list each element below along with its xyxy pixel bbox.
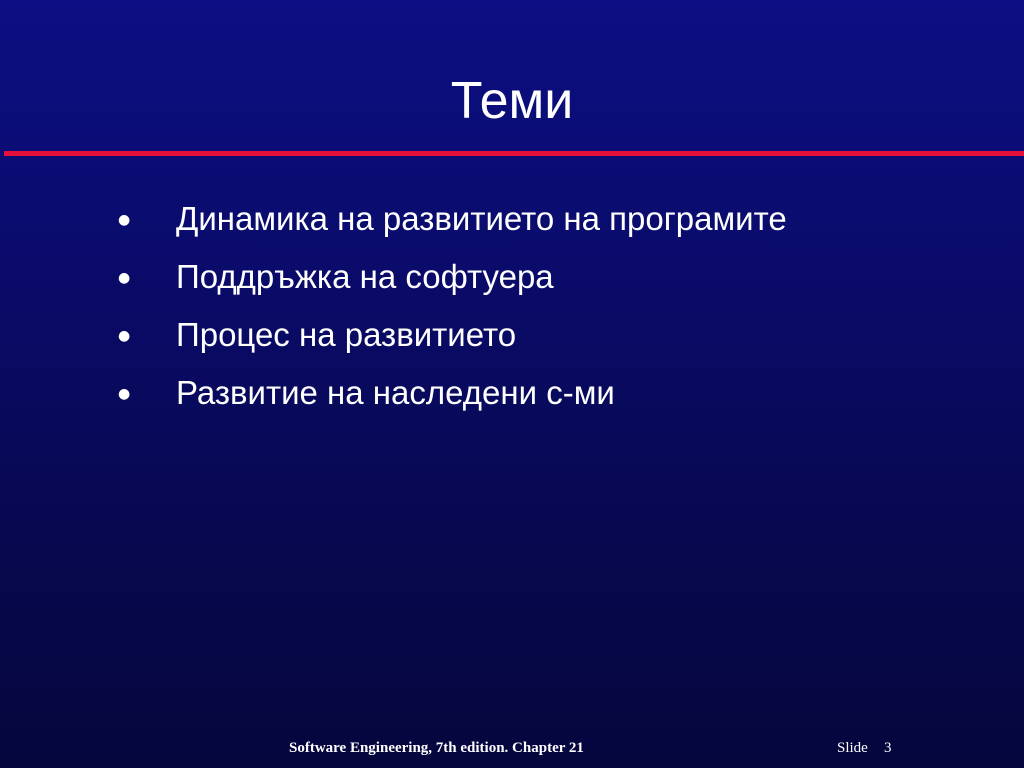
bullet-dot-icon: ● — [118, 212, 131, 228]
footer-text: Software Engineering, 7th edition. Chapter 21 — [289, 740, 584, 756]
bullet-text: Процес на развитието — [176, 316, 517, 353]
bullet-dot-icon: ● — [118, 386, 131, 402]
slide-number: 3 — [884, 740, 892, 756]
bullet-text: Динамика на развитието на програмите — [176, 200, 787, 237]
bullet-dot-icon: ● — [118, 328, 131, 344]
slide-title: Теми — [450, 72, 574, 130]
slide-label: Slide — [837, 740, 868, 756]
bullet-text: Поддръжка на софтуера — [176, 258, 554, 295]
bullet-text: Развитие на наследени с-ми — [176, 374, 615, 411]
title-divider — [4, 151, 1024, 156]
bullet-dot-icon: ● — [118, 270, 131, 286]
